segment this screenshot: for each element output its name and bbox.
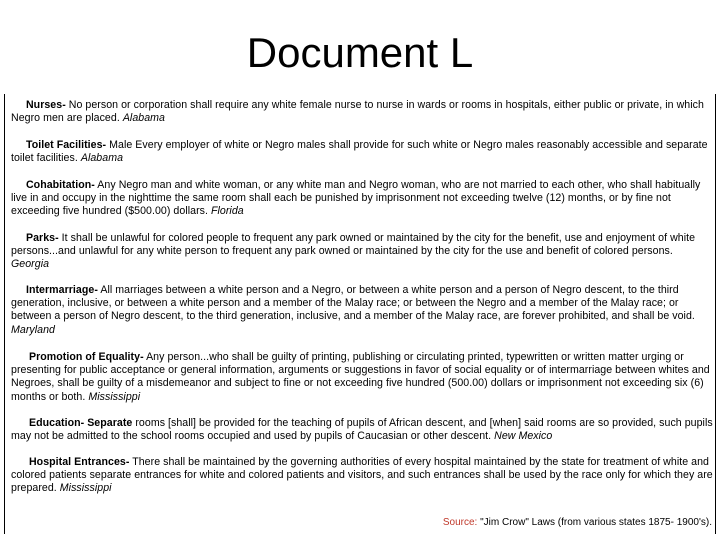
law-heading: Hospital Entrances- (28, 456, 130, 468)
law-entry-hospital-entrances (11, 456, 713, 496)
law-heading: Education- Separate (28, 417, 133, 429)
page-title: Document L (246, 29, 474, 76)
law-text: It shall be unlawful for colored people to frequent any park owned or maintained by the city for the benefit, use and enjoyment of white persons...and unlawful for any white person to frequent any park owned or maintained by the city for the use and benefit of colored persons. (11, 232, 696, 258)
law-text: No person or corporation shall require any white female nurse to nurse in wards or rooms in hospitals, either public or private, in which Negro men are placed. (11, 99, 704, 125)
law-state: New Mexico (494, 430, 553, 443)
source-citation (443, 517, 712, 528)
law-heading: Promotion of Equality- (28, 351, 144, 363)
law-entry-toilet-facilities (11, 139, 713, 165)
law-entry-cohabitation (11, 179, 713, 219)
law-text: There shall be maintained by the governing authorities of every hospital maintained by the state for treatment of white and colored patients separate entrances for white and colored patients and visitors, and such entrances shall be used by the race only for which they are prepared. (11, 456, 713, 495)
law-text: Any person...who shall be guilty of printing, publishing or circulating printed, typewritten or written matter urging or presenting for public acceptance or general information, arguments or suggestions in favor of social equality or of intermarriage between whites and Negroes, shall be guilty of a misdemeanor and subject to fine or not exceeding five hundred (500.00) dollars or imprisonment not exceeding six (6) months or both. (11, 351, 710, 403)
law-text: Any Negro man and white woman, or any white man and Negro woman, who are not married to each other, who shall habitually live in and occupy in the nighttime the same room shall each be punished by imprisonment not exceeding twelve (12) months, or by fine not exceeding five hundred ($500.00) dollars. (11, 179, 701, 218)
law-entry-promotion-of-equality (11, 351, 713, 404)
law-entry-nurses (11, 99, 713, 125)
law-heading: Intermarriage- (25, 284, 98, 296)
law-heading: Parks- (25, 232, 59, 244)
law-heading: Cohabitation- (25, 179, 95, 191)
law-state: Florida (210, 205, 244, 218)
law-entry-education (11, 417, 713, 443)
law-state: Alabama (80, 152, 124, 165)
law-text: Male Every employer of white or Negro males shall provide for such white or Negro males reasonably accessible and separate toilet facilities. (11, 139, 708, 165)
law-heading: Nurses- (25, 99, 66, 111)
law-heading: Toilet Facilities- (25, 139, 107, 151)
law-state: Georgia (11, 258, 50, 271)
law-state: Alabama (122, 112, 165, 125)
law-text: All marriages between a white person and a Negro, or between a white person and a person of Negro descent, to the third generation, inclusive, or between a white person and a member of the Malay race; or between the Negro and a member of the Malay race; or between a person of Negro descent, to the third generation, inclusive, and a member of the Malay race, are forever prohibited, and shall be void. (11, 284, 695, 323)
law-text: rooms [shall] be provided for the teaching of pupils of African descent, and [when] said rooms are so provided, such pupils may not be admitted to the school rooms occupied and used by pupils of Caucasian or other descent. (11, 417, 713, 443)
law-entry-intermarriage (11, 284, 713, 337)
law-state: Mississippi (59, 482, 112, 495)
document-body (4, 94, 716, 534)
law-entry-parks (11, 232, 713, 272)
source-label: Source: (442, 517, 478, 528)
law-state: Mississippi (88, 390, 141, 403)
source-text: "Jim Crow" Laws (from various states 1875- 1900's). (477, 517, 712, 528)
law-state: Maryland (11, 323, 55, 336)
